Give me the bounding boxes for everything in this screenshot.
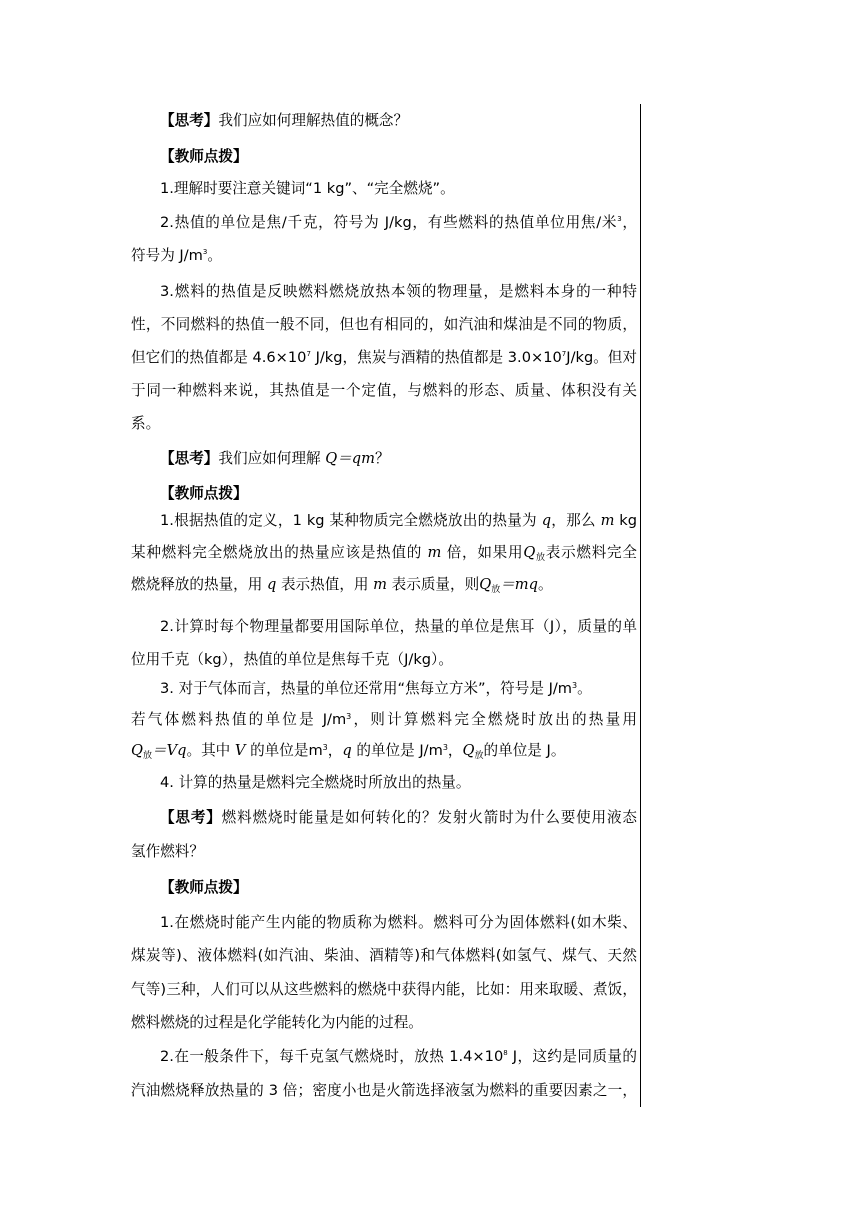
teacher-tip-heading-3: 【教师点拨】 xyxy=(160,879,248,896)
teacher-tip-heading-2: 【教师点拨】 xyxy=(160,485,248,502)
tip-3-item-1-line-3: 气等)三种，人们可以从这些燃料的燃烧中获得内能，比如：用来取暖、煮饭， xyxy=(131,981,637,998)
table-border-line xyxy=(640,104,641,1107)
tip-2-item-2-line-2: 位用千克（kg），热值的单位是焦每千克（J/kg）。 xyxy=(131,651,453,668)
think-heading: 【思考】 xyxy=(160,112,219,129)
formula: Q＝qm xyxy=(325,450,375,467)
tip-2-item-1-line-1: 1.根据热值的定义，1 kg 某种物质完全燃烧放出的热量为 q，那么 m kg xyxy=(160,512,638,529)
tip-2-item-1-line-2: 某种燃料完全燃烧放出的热量应该是热值的 m 倍，如果用$Q_放$表示燃料完全 xyxy=(131,544,637,563)
tip-1-item-3-line-3: 但它们的热值都是 $4.6\times 10^7$ J/kg，焦炭与酒精的热值都是 $3.0\times 10^7J/kg$。但对 xyxy=(131,349,638,366)
tip-1-item-3-line-1: 3.燃料的热值是反映燃料燃烧放热本领的物理量，是燃料本身的一种特 xyxy=(160,283,637,300)
think-text: 我们应如何理解热值的概念？ xyxy=(218,112,409,129)
tip-2-item-1-line-3: 燃烧释放的热量，用 q 表示热值，用 m 表示质量，则$Q_放=mq$。 xyxy=(131,576,553,595)
tip-3-item-2-line-1: 2.在一般条件下，每千克氢气燃烧时，放热 $1.4\times 10^8$ J，这约是同质量的 xyxy=(160,1048,637,1065)
tip-3-item-1-line-4: 燃料燃烧的过程是化学能转化为内能的过程。 xyxy=(131,1014,423,1031)
tip-2-item-2-line-1: 2.计算时每个物理量都要用国际单位，热量的单位是焦耳（J），质量的单 xyxy=(160,618,637,635)
tip-1-item-3-line-5: 系。 xyxy=(131,415,161,432)
think-question-2: 【思考】我们应如何理解 Q＝qm？ xyxy=(160,450,390,467)
tip-1-item-2-line-2: 符号为 $J/m^3$。 xyxy=(131,247,222,264)
think-question-3-line-2: 氢作燃料？ xyxy=(131,843,204,860)
tip-3-item-2-line-2: 汽油燃烧释放热量的 3 倍；密度小也是火箭选择液氢为燃料的重要因素之一， xyxy=(131,1082,637,1099)
tip-3-item-1-line-2: 煤炭等)、液体燃料(如汽油、柴油、酒精等)和气体燃料(如氢气、煤气、天然 xyxy=(131,947,637,964)
tip-1-item-3-line-2: 性，不同燃料的热值一般不同，但也有相同的，如汽油和煤油是不同的物质， xyxy=(131,316,637,333)
teacher-tip-heading-1: 【教师点拨】 xyxy=(160,148,248,165)
tip-3-item-1-line-1: 1.在燃烧时能产生内能的物质称为燃料。燃料可分为固体燃料(如木柴、 xyxy=(160,914,637,931)
tip-1-item-3-line-4: 于同一种燃料来说，其热值是一个定值，与燃料的形态、质量、体积没有关 xyxy=(131,382,637,399)
tip-1-item-2-line-1: 2.热值的单位是焦/千克，符号为 J/kg，有些燃料的热值单位用焦/米$^3$， xyxy=(160,214,637,231)
tip-2-item-4: 4. 计算的热量是燃料完全燃烧时所放出的热量。 xyxy=(160,774,471,791)
tip-2-item-3-line-1: 3. 对于气体而言，热量的单位还常用“焦每立方米”，符号是 $J/m^3$。 xyxy=(160,680,592,697)
tip-2-item-3-line-2: 若气体燃料热值的单位是 $J/m^3$，则计算燃料完全燃烧时放出的热量用 xyxy=(131,711,637,728)
think-heading: 【思考】 xyxy=(160,450,219,467)
tip-1-item-1: 1.理解时要注意关键词“1 kg”、“完全燃烧”。 xyxy=(160,180,455,197)
tip-2-item-3-line-3: $Q_放=Vq$。其中 V 的单位是$m^3$，q 的单位是 $J/m^3$，$Q_放$的单位是 J。 xyxy=(131,742,566,761)
think-question-3-line-1: 【思考】燃料燃烧时能量是如何转化的？发射火箭时为什么要使用液态 xyxy=(160,809,637,826)
think-question-1 xyxy=(160,111,637,131)
think-heading: 【思考】 xyxy=(160,809,222,826)
